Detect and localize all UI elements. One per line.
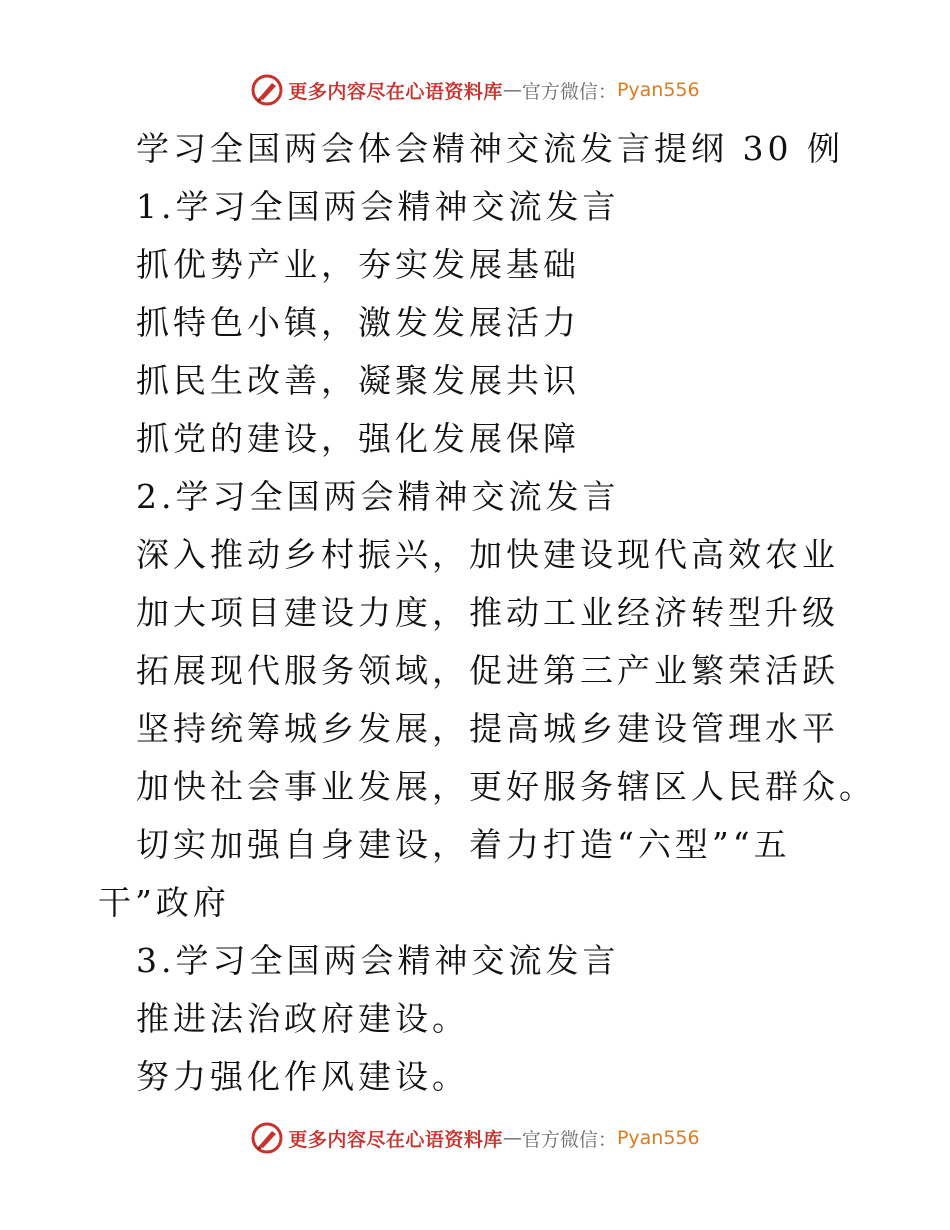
document-title: 学习全国两会体会精神交流发言提纲 30 例 [136,129,844,168]
document-line: 拓展现代服务领域，促进第三产业繁荣活跃 [136,651,839,690]
watermark-label: 官方微信： [521,80,617,103]
watermark-account: Pyan556 [616,79,700,101]
watermark-site-name: 更多内容尽在心语资料库 [288,80,503,103]
document-line: 抓党的建设，强化发展保障 [136,419,580,458]
document-line: 深入推动乡村振兴，加快建设现代高效农业 [136,535,839,574]
watermark-site-name: 更多内容尽在心语资料库 [288,1128,503,1151]
document-line: 切实加强自身建设，着力打造“六型”“五 [136,825,791,864]
watermark-dash: — [502,79,522,101]
document-line: 抓优势产业，夯实发展基础 [136,245,580,284]
document-line: 推进法治政府建设。 [136,999,469,1038]
document-line: 1.学习全国两会精神交流发言 [136,187,620,226]
document-line: 3.学习全国两会精神交流发言 [136,941,620,980]
document-line: 抓特色小镇，激发发展活力 [136,303,580,342]
document-line: 坚持统筹城乡发展，提高城乡建设管理水平 [136,709,839,748]
watermark-account: Pyan556 [616,1127,700,1149]
pen-logo-icon [250,1121,284,1155]
document-line: 努力强化作风建设。 [136,1057,469,1096]
document-line: 加大项目建设力度，推动工业经济转型升级 [136,593,839,632]
document-line: 抓民生改善，凝聚发展共识 [136,361,580,400]
watermark-label: 官方微信： [521,1128,617,1151]
document-line: 加快社会事业发展，更好服务辖区人民群众。 [136,767,876,806]
document-line: 干”政府 [98,883,230,922]
watermark-dash: — [502,1127,522,1149]
pen-logo-icon [250,73,284,107]
watermark-header [0,70,950,110]
document-line: 2.学习全国两会精神交流发言 [136,477,620,516]
watermark-footer [0,1118,950,1158]
